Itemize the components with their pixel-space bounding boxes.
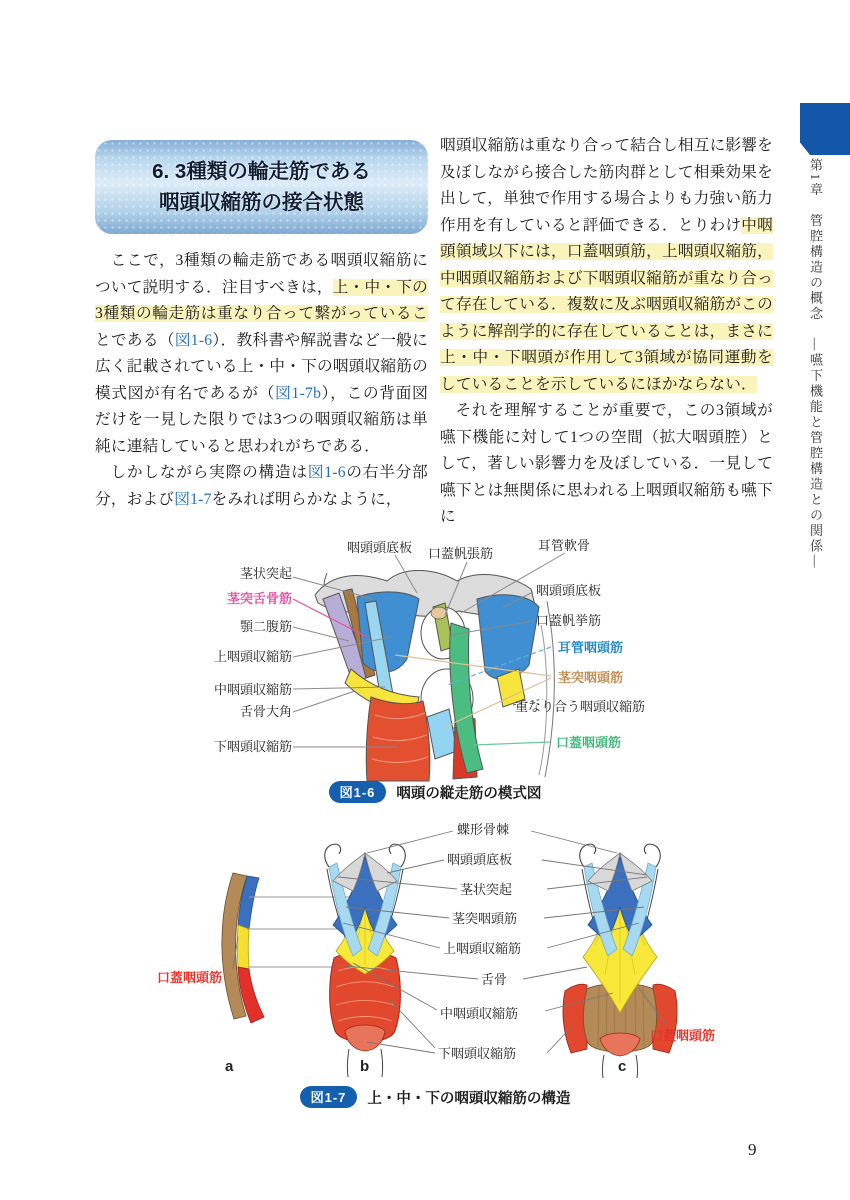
fig17-label-middle-constrictor: 中咽頭収縮筋	[440, 1006, 519, 1021]
fig17-label-sphenoid-spine: 蝶形骨棘	[457, 822, 510, 837]
right-superior-constrictor-shape	[477, 595, 539, 680]
section-heading-line2: 咽頭収縮筋の接合状態	[159, 191, 364, 214]
fig16-label-middle-constrictor: 中咽頭収縮筋	[213, 682, 292, 697]
fig17-label-styloid-process: 茎状突起	[460, 882, 513, 897]
panel-a-band	[222, 873, 264, 1023]
section-heading-line1: 6. 3種類の輪走筋である	[152, 160, 371, 183]
fig17-panel-letter-a: a	[225, 1058, 234, 1075]
figure-1-7	[95, 815, 775, 1085]
fig17-label-palatopharyngeus-right: 口蓋咽頭筋	[650, 1028, 716, 1043]
body-text: それを理解することが重要で，この3領域が嚥下機能に対して1つの空間（拡大咽頭腔）として，著しい影響力を及ぼしている．一見して嚥下とは無関係に思われる上咽頭収縮筋も嚥下に	[440, 402, 773, 525]
fig17-label-superior-constrictor: 上咽頭収縮筋	[443, 941, 522, 956]
fig16-label-digastric: 顎二腹筋	[239, 619, 292, 634]
fig16-caption-tag: 図1-6	[329, 781, 387, 803]
fig16-label-salpingopharyngeus: 耳管咽頭筋	[558, 640, 624, 655]
fig17-panel-letter-c: c	[618, 1058, 627, 1075]
c-bottom-lobe	[600, 1033, 640, 1056]
inferior-constrictor-shape	[366, 697, 430, 781]
fig17-caption-tag: 図1-7	[300, 1086, 358, 1108]
fig16-label-overlapping: 重なり合う咽頭収縮筋	[515, 699, 646, 714]
body-text: とである（	[95, 331, 175, 349]
fig17-label-hyoid: 舌骨	[481, 972, 508, 987]
tubal-cartilage-shape	[431, 607, 447, 619]
figure-1-6	[95, 535, 775, 783]
body-text: ），この背面図だけを一見した限りでは3つの咽頭収縮筋は単純に連結していると思われがちである．	[95, 384, 428, 455]
fig16-label-greater-horn: 舌骨大角	[239, 704, 292, 719]
fig17-label-inferior-constrictor: 下咽頭収縮筋	[438, 1046, 517, 1061]
paragraph	[440, 398, 773, 531]
fig17-label-pharyngobasilar: 咽頭頭底板	[447, 852, 513, 867]
body-text: しかしながら実際の構造は	[110, 464, 308, 481]
fig17-caption-text: 上・中・下の咽頭収縮筋の構造	[367, 1090, 571, 1107]
fig16-label-inferior-constrictor: 下咽頭収縮筋	[213, 739, 292, 754]
fig16-caption	[95, 781, 775, 803]
fig16-label-stylohyoid: 茎突舌骨筋	[226, 591, 292, 606]
figure-reference: 図1-7	[174, 490, 212, 508]
section-heading-box	[95, 140, 428, 234]
fig16-illustration	[95, 535, 775, 783]
figure-reference: 図1-6	[174, 331, 213, 349]
figure-reference: 図1-7b	[275, 384, 322, 402]
body-text: の右半分部分，および	[95, 464, 428, 508]
fig16-label-pharyngobasilar-right: 咽頭頭底板	[536, 583, 602, 598]
fig17-panel-letter-b: b	[360, 1058, 370, 1075]
highlighted-text: 上・中・下の3種類の輪走筋は重なり合って繋がっているこ	[95, 278, 428, 322]
fig16-label-superior-constrictor: 上咽頭収縮筋	[213, 649, 292, 664]
highlighted-text: 中咽頭領域以下には，口蓋咽頭筋，上咽頭収縮筋，中咽頭収縮筋および下咽頭収縮筋が重なり合って存在している．複数に及ぶ咽頭収縮筋がこのように解剖学的に存在していることは，まさに上・中・下咽頭が作用して3領域が協同運動をしていることを示しているにほかならない．	[440, 216, 773, 393]
fig16-label-pharyngobasilar-top: 咽頭頭底板	[347, 540, 413, 555]
body-text: をみれば明らかなように，	[211, 490, 402, 508]
fig17-label-stylopharyngeus: 茎突咽頭筋	[452, 911, 518, 926]
fig16-label-tensor-veli: 口蓋帆張筋	[428, 546, 494, 561]
panel-b	[325, 844, 406, 1077]
fig17-caption	[95, 1086, 775, 1108]
b-bottom-lobe	[345, 1025, 385, 1051]
body-text: ここで，3種類の輪走筋である咽頭収縮筋について説明する．注目すべきは，	[95, 252, 428, 296]
fig16-caption-text: 咽頭の縦走筋の模式図	[396, 785, 542, 802]
fig16-label-levator-veli: 口蓋帆挙筋	[536, 613, 602, 628]
body-text: ）．教科書や解説書など一般に広く記載されている上・中・下の咽頭収縮筋の模式図が有名であるが（	[95, 331, 428, 402]
figure-reference: 図1-6	[307, 464, 346, 481]
paragraph	[95, 248, 428, 460]
paragraph	[95, 460, 428, 513]
fig16-label-styloid-process: 茎状突起	[239, 566, 292, 581]
right-column	[440, 133, 773, 531]
fig16-label-stylopharyngeus: 茎突咽頭筋	[558, 670, 624, 685]
left-column	[95, 248, 428, 513]
chapter-tab	[800, 103, 850, 155]
paragraph	[440, 133, 773, 398]
fig17-illustration	[95, 815, 775, 1085]
page-number: 9	[748, 1140, 757, 1159]
chapter-vertical-title: 第1章 管腔構造の概念 ―嚥下機能と管腔構造との関係―	[808, 158, 823, 570]
body-text: 咽頭収縮筋は重なり合って結合し相互に影響を及ぼしながら接合した筋肉群として相乗効果を出して，単独で作用する場合よりも力強い筋力作用を有していると評価できる．とりわけ	[440, 137, 773, 234]
fig16-label-tubal-cartilage: 耳管軟骨	[538, 538, 591, 553]
fig16-anatomy	[315, 570, 554, 781]
palatopharyngeus-leader	[473, 742, 550, 745]
fig17-label-palatopharyngeus-left: 口蓋咽頭筋	[157, 970, 223, 985]
fig16-label-palatopharyngeus: 口蓋咽頭筋	[556, 735, 622, 750]
